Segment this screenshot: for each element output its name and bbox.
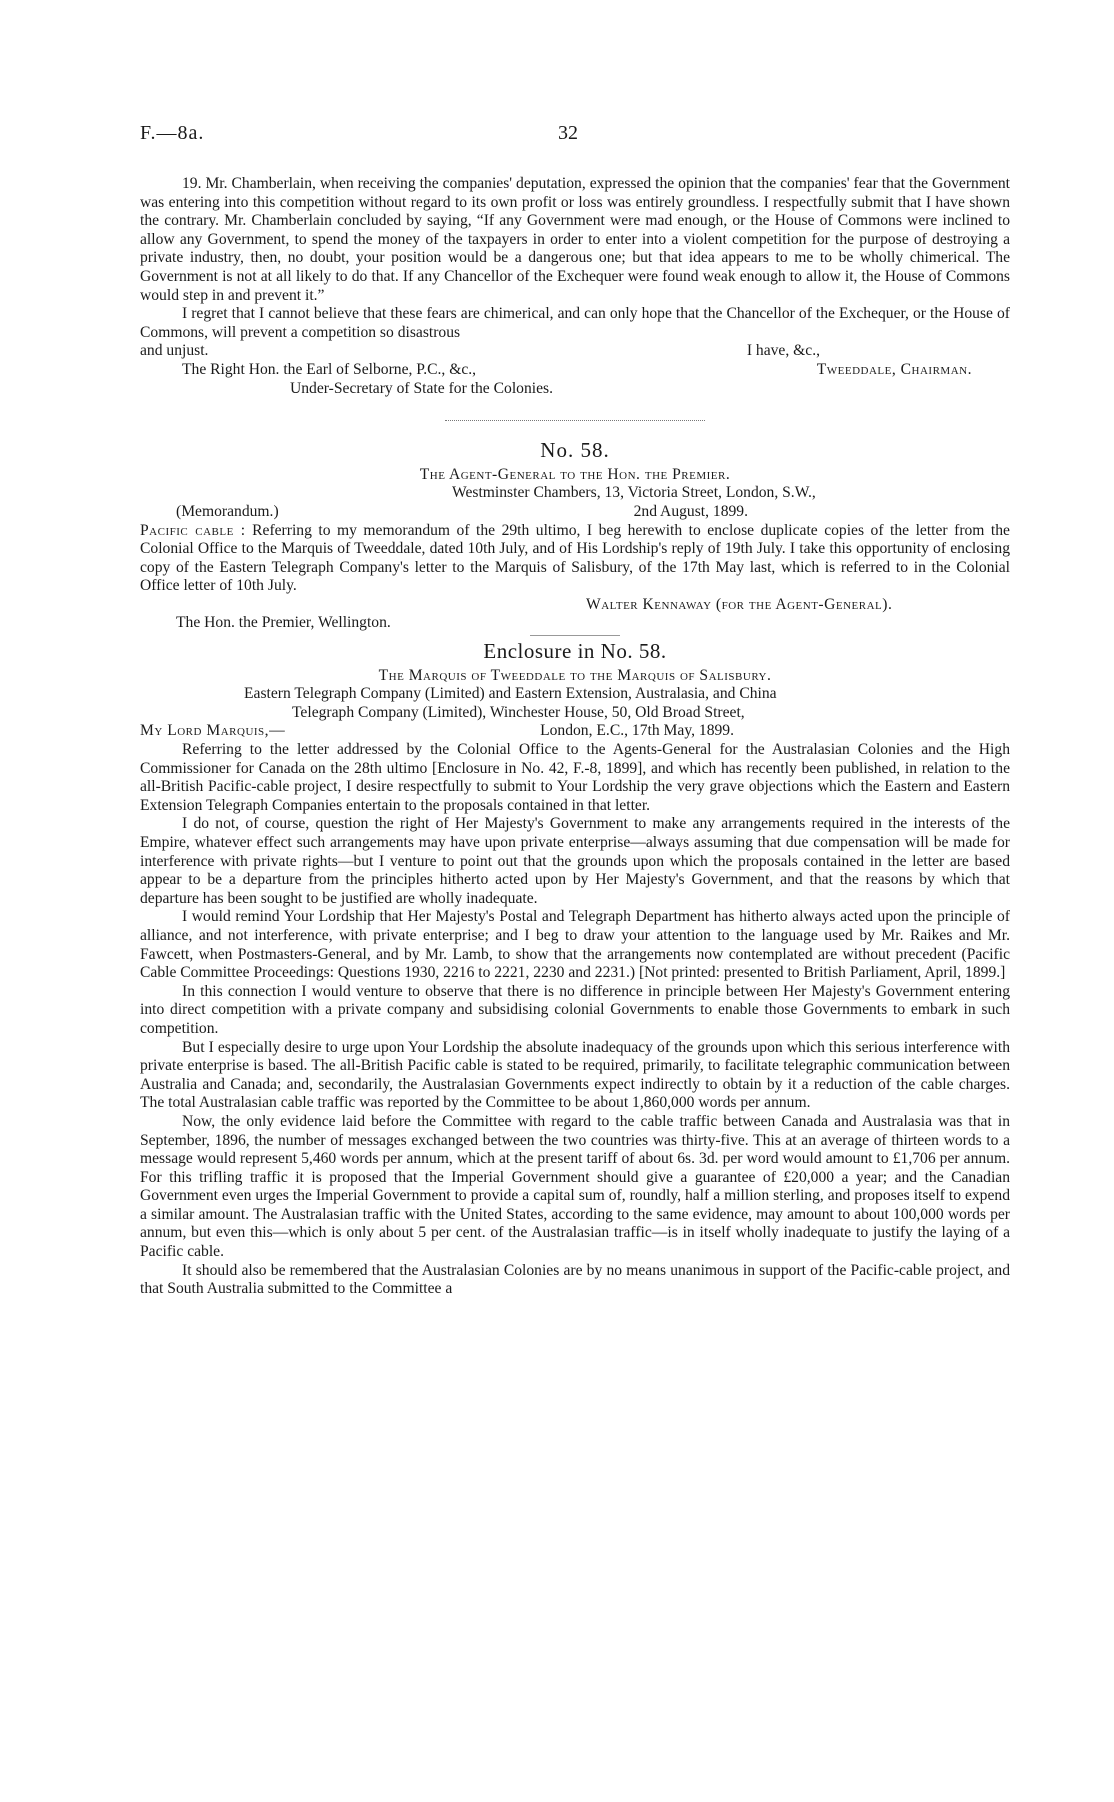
no58-recipient: The Hon. the Premier, Wellington. bbox=[176, 614, 391, 632]
signature-tweeddale: Tweeddale, Chairman. bbox=[816, 360, 972, 378]
addressee-line bbox=[140, 361, 1010, 380]
no58-body-text: Referring to my memorandum of the 29th ultimo, I beg herewith to enclose duplicate copies of the letter from the Colonial Office to the Marquis of Tweeddale, dated 10th July, and of His Lordship's reply of 19th July. I take this opportunity of enclosing copy of the Eastern Telegraph Company's letter to the Marquis of Salisbury, of the 17th May last, which is referred to in the Colonial Office letter of 10th July. bbox=[140, 521, 1010, 595]
enclosure-address-3: London, E.C., 17th May, 1899. bbox=[540, 722, 734, 740]
salutation: My Lord Marquis,— bbox=[140, 722, 286, 740]
no58-from-to: The Agent-General to the Hon. the Premier. bbox=[419, 465, 731, 483]
enclosure-address-1: Eastern Telegraph Company (Limited) and Eastern Extension, Australasia, and China bbox=[244, 685, 777, 703]
closing-right: I have, &c., bbox=[746, 342, 820, 360]
enclosure-from-to: The Marquis of Tweeddale to the Marquis of Salisbury. bbox=[378, 666, 772, 684]
document-body bbox=[140, 175, 1010, 1299]
salutation-line bbox=[140, 722, 1010, 741]
no58-signature: Walter Kennaway (for the Agent-General). bbox=[586, 595, 893, 613]
enclosure-paragraph-4: In this connection I would venture to observe that there is no difference in principle between Her Majesty's Government entering into direct competition with a private company and subsidising colonial Governments to enable those Governments to embark in such competition. bbox=[140, 982, 1010, 1037]
enclosure-heading: Enclosure in No. 58. bbox=[483, 639, 667, 664]
enclosure-paragraph-3: I would remind Your Lordship that Her Majesty's Postal and Telegraph Department has hitherto always acted upon the principle of alliance, and not interference, with private enterprise; and I beg to draw your attention to the language used by Mr. Raikes and Mr. Fawcett, when Postmasters-General, and by Mr. Lamb, to show that the arrangements now contemplated are without precedent (Pacific Cable Committee Proceedings: Questions 1930, 2216 to 2221, 2230 and 2231.) [Not printed: presented to British Parliament, April, 1899.] bbox=[140, 908, 1010, 982]
section-divider bbox=[445, 420, 705, 421]
closing-left: and unjust. bbox=[140, 342, 209, 360]
enclosure-paragraph-2: I do not, of course, question the right of Her Majesty's Government to make any arrangements required in the interests of the Empire, whatever effect such arrangements may have upon private enterprise—always assuming that due compensation will be made for interference with private rights—but I venture to point out that the grounds upon which the proposals contained in the letter are based appear to be a departure from the principles hitherto acted upon by Her Majesty's Government, and that the reasons by which that departure has been sought to be justified are wholly inadequate. bbox=[140, 815, 1010, 907]
no58-lead: Pacific cable : bbox=[140, 521, 246, 539]
enclosure-paragraph-6: Now, the only evidence laid before the Committee with regard to the cable traffic between Canada and Australasia was that in September, 1896, the number of messages exchanged between the two countries was thirty-five. This at an average of thirteen words to a message would represent 5,460 words per annum, which at the present tariff of about 6s. 3d. per word would amount to £1,706 per annum. For this trifling traffic it is proposed that the Imperial Government should give a guarantee of £20,000 a year; and the Canadian Government even urges the Imperial Government to provide a capital sum of, roundly, half a million sterling, and proposes itself to expend a similar amount. The Australasian traffic with the United States, according to the same evidence, may amount to about 100,000 words per annum, but even this—which is only about 5 per cent. of the Australasian traffic—is in itself wholly inadequate to justify the laying of a Pacific cable. bbox=[140, 1112, 1010, 1261]
enclosure-address-2: Telegraph Company (Limited), Winchester House, 50, Old Broad Street, bbox=[292, 703, 745, 721]
enclosure-paragraph-1: Referring to the letter addressed by the Colonial Office to the Agents-General for the Australasian Colonies and the High Commissioner for Canada on the 28th ultimo [Enclosure in No. 42, F.-8, 1899], and which has recently been published, in relation to the all-British Pacific-cable project, I desire respectfully to submit to Your Lordship the very grave objections which the Eastern and Eastern Extension Telegraph Companies entertain to the proposals contained in that letter. bbox=[140, 741, 1010, 814]
memo-label: (Memorandum.) bbox=[176, 502, 279, 520]
no58-body bbox=[140, 522, 1010, 596]
no58-date: 2nd August, 1899. bbox=[633, 502, 748, 520]
closing-line bbox=[140, 342, 1010, 361]
enclosure-paragraph-5: But I especially desire to urge upon Your Lordship the absolute inadequacy of the grounds upon which this serious interference with private enterprise is based. The all-British Pacific cable is stated to be required, primarily, to facilitate telegraphic communication between Australia and Canada; and, secondarily, the Australasian Governments expect indirectly to obtain by it a reduction of the cable charges. The total Australasian cable traffic was reported by the Committee to be about 1,860,000 words per annum. bbox=[140, 1038, 1010, 1112]
no58-address: Westminster Chambers, 13, Victoria Street, London, S.W., bbox=[452, 484, 816, 502]
document-reference: F.—8a. bbox=[140, 122, 205, 144]
addressee-title: Under-Secretary of State for the Colonies. bbox=[290, 379, 553, 397]
paragraph-19: 19. Mr. Chamberlain, when receiving the companies' deputation, expressed the opinion that the companies' fear that the Government was entering into this competition without regard to its own profit or loss was entirely groundless. I respectfully submit that I have shown the contrary. Mr. Chamberlain concluded by saying, “If any Government were mad enough, or the House of Commons were inclined to allow any Government, to spend the money of the taxpayers in order to enter into a violent competition for the purpose of destroying a private industry, then, no doubt, your position would be a dangerous one; but that idea appears to me to be wholly chimerical. The Government is not at all likely to do that. If any Chancellor of the Exchequer were found weak enough to allow it, the House of Commons would step in and prevent it.” bbox=[140, 175, 1010, 304]
addressee-name: The Right Hon. the Earl of Selborne, P.C., &c., bbox=[182, 360, 477, 378]
no58-memo-date bbox=[140, 503, 1010, 522]
enclosure-paragraph-7: It should also be remembered that the Australasian Colonies are by no means unanimous in support of the Pacific-cable project, and that South Australia submitted to the Committee a bbox=[140, 1261, 1010, 1298]
no58-heading: No. 58. bbox=[540, 438, 610, 463]
paragraph-regret: I regret that I cannot believe that these fears are chimerical, and can only hope that the Chancellor of the Exchequer, or the House of Commons, will prevent a competition so disastrous bbox=[140, 305, 1010, 341]
page-number: 32 bbox=[558, 122, 578, 144]
page-header bbox=[140, 122, 1010, 152]
enclosure-divider bbox=[530, 635, 620, 636]
